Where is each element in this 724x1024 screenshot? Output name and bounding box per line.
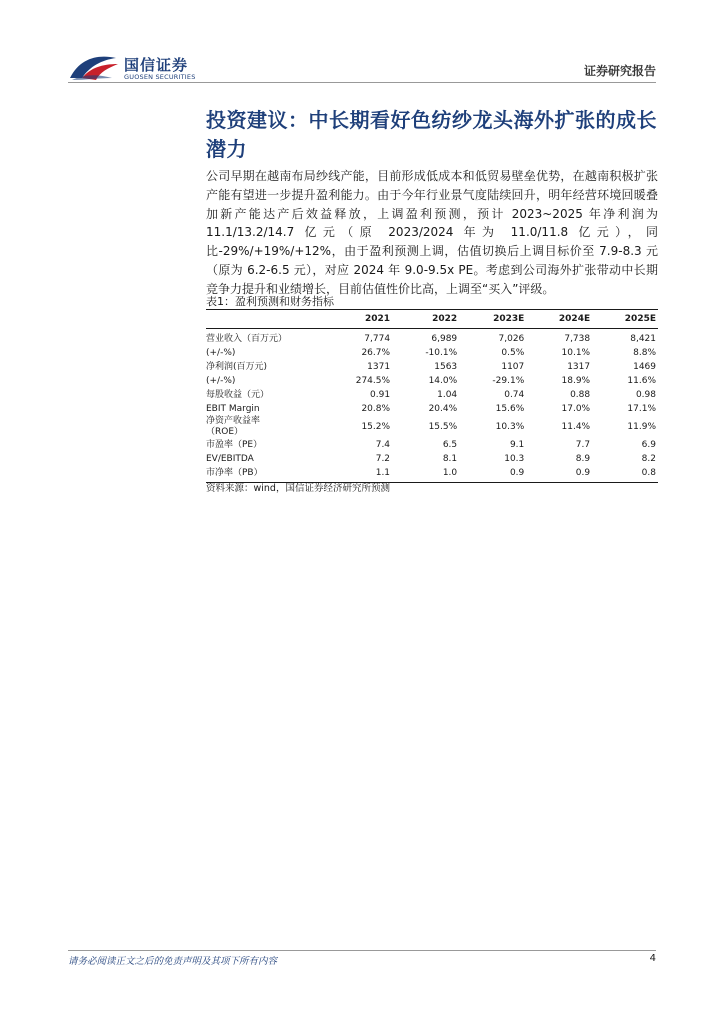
table-cell: 0.9 — [459, 466, 526, 483]
table-cell: 7.7 — [575, 439, 591, 450]
row-label — [206, 360, 320, 374]
table-header-cell: 2025E — [592, 310, 658, 329]
row-label — [206, 416, 320, 438]
table-row — [206, 329, 658, 347]
table-cell: 15.2% — [361, 421, 391, 432]
table-cell: 18.9% — [561, 375, 591, 386]
logo-english-name: GUOSEN SECURITIES — [124, 73, 196, 81]
financial-forecast-table — [206, 309, 658, 483]
table-cell: 1317 — [567, 361, 591, 372]
row-label-text: 营业收入（百万元） — [206, 333, 288, 344]
table-row — [206, 452, 658, 466]
table-cell: 1469 — [633, 361, 656, 372]
row-label-text-line2: （ROE） — [206, 427, 244, 437]
table-cell: 7.4 — [375, 439, 391, 450]
table-cell: 8.8% — [633, 347, 656, 358]
table-header-cell: 2024E — [526, 310, 592, 329]
row-label — [206, 329, 320, 347]
table-cell: 15.5% — [428, 421, 458, 432]
guosen-logo-icon — [68, 52, 120, 82]
table-cell: 11.4% — [561, 421, 591, 432]
table-row — [206, 402, 658, 416]
row-label-text: 每股收益（元） — [206, 389, 270, 400]
row-label — [206, 438, 320, 452]
table-row — [206, 360, 658, 374]
table-row — [206, 346, 658, 360]
table-cell: 1.0 — [392, 466, 459, 483]
table-row — [206, 374, 658, 388]
page-number: 4 — [649, 953, 656, 964]
footer-divider — [68, 950, 656, 951]
table-title: 表1：盈利预测和财务指标 — [206, 295, 334, 308]
table-cell: 0.74 — [504, 389, 525, 400]
table-cell: 0.9 — [526, 466, 592, 483]
logo-chinese-name: 国信证券 — [124, 56, 189, 74]
table-header-cell: 2021 — [320, 310, 392, 329]
table-cell: -29.1% — [492, 375, 525, 386]
row-label-text: EBIT Margin — [206, 403, 260, 414]
header-divider — [68, 82, 656, 83]
page-header — [0, 0, 724, 84]
footer-disclaimer: 请务必阅读正文之后的免责声明及其项下所有内容 — [68, 956, 278, 967]
table-cell: 10.3 — [504, 453, 525, 464]
table-cell: 20.8% — [361, 403, 391, 414]
table-cell: 0.98 — [635, 389, 656, 400]
section-heading: 投资建议：中长期看好色纺纱龙头海外扩张的成长潜力 — [206, 108, 657, 161]
table-cell: 8.2 — [641, 453, 656, 464]
table-cell: 11.6% — [627, 375, 656, 386]
table-cell: 1107 — [501, 361, 525, 372]
row-label — [206, 346, 320, 360]
table-cell: 9.1 — [509, 439, 525, 450]
table-header-row — [206, 310, 658, 329]
table-cell: 20.4% — [428, 403, 458, 414]
table-cell: 8.9 — [575, 453, 591, 464]
table-cell: 14.0% — [428, 375, 458, 386]
table-cell: 8,421 — [630, 333, 656, 344]
table-cell: 7,026 — [498, 333, 525, 344]
table-cell: 274.5% — [355, 375, 391, 386]
report-type-label: 证券研究报告 — [583, 64, 656, 78]
table-cell: 7,774 — [364, 333, 391, 344]
table-cell: 6.9 — [641, 439, 656, 450]
table-cell: -10.1% — [425, 347, 458, 358]
table-row — [206, 416, 658, 438]
table-cell: 11.9% — [627, 421, 656, 432]
table-cell: 1371 — [367, 361, 391, 372]
table-header-cell — [206, 310, 320, 329]
table-cell: 17.1% — [627, 403, 656, 414]
table-row — [206, 438, 658, 452]
table-cell: 0.8 — [592, 466, 658, 483]
table-cell: 6.5 — [442, 439, 458, 450]
table-cell: 17.0% — [561, 403, 591, 414]
row-label-text: (+/-%) — [206, 347, 236, 358]
row-label — [206, 388, 320, 402]
row-label-text: (+/-%) — [206, 375, 236, 386]
table-cell: 10.3% — [495, 421, 525, 432]
table-cell: 0.91 — [370, 389, 391, 400]
table-cell: 1563 — [434, 361, 458, 372]
table-cell: 0.88 — [570, 389, 591, 400]
body-paragraph: 公司早期在越南布局纱线产能，目前形成低成本和低贸易壁垒优势，在越南积极扩张产能有望进一步提升盈利能力。由于今年行业景气度陆续回升，明年经营环境回暖叠加新产能达产后效益释放，上调盈利预测，预计 2023~2025 年净利润为 11.1/13.2/14.7 亿元（原 2023/2024 年为 11.0/11.8 亿元），同比-29%/+19%/+12%，由于盈利预测上调，估值切换后上调目标价至 7.9-8.3 元（原为 6.2-6.5 元），对应 2024 年 9.0-9.5x PE。考虑到公司海外扩张带动中长期竞争力提升和业绩增长，目前估值性价比高，上调至“买入”评级。 — [206, 169, 658, 296]
table-header-cell: 2022 — [392, 310, 459, 329]
table-cell: 7.2 — [375, 453, 391, 464]
table-header-cell: 2023E — [459, 310, 526, 329]
table-body — [206, 329, 658, 483]
table-cell: 8.1 — [442, 453, 458, 464]
table-cell: 10.1% — [561, 347, 591, 358]
row-label-text: 市净率（PB） — [206, 467, 263, 478]
row-label-text: EV/EBITDA — [206, 453, 254, 464]
table-cell: 0.5% — [501, 347, 525, 358]
table-cell: 26.7% — [361, 347, 391, 358]
table-source-note: 资料来源：wind，国信证券经济研究所预测 — [206, 483, 390, 494]
table-cell: 1.1 — [320, 466, 392, 483]
row-label — [206, 402, 320, 416]
row-label-text: 市盈率（PE） — [206, 439, 263, 450]
row-label — [206, 374, 320, 388]
row-label-text: 净资产收益率 — [206, 416, 261, 426]
table-row — [206, 388, 658, 402]
table-cell: 1.04 — [437, 389, 458, 400]
row-label — [206, 452, 320, 466]
table-cell: 15.6% — [495, 403, 525, 414]
table-cell: 7,738 — [564, 333, 591, 344]
row-label-text: 净利润(百万元) — [206, 361, 268, 372]
table-cell: 6,989 — [431, 333, 458, 344]
